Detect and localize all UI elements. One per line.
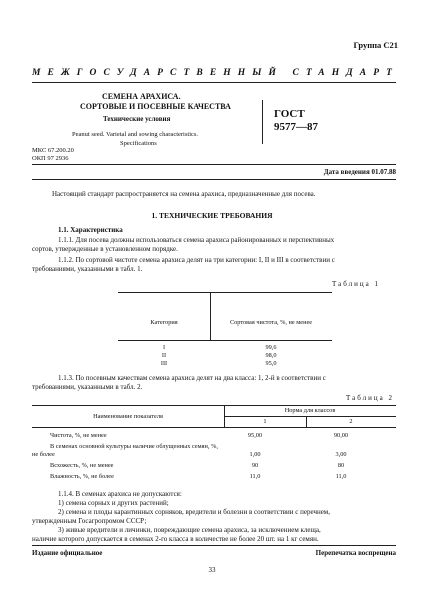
table-2-row-3-name: Всхожесть, %, не менее — [50, 462, 114, 469]
table-cell: 95,0 — [265, 360, 277, 367]
title-rule — [32, 164, 396, 165]
table-2-header-rule — [32, 427, 396, 428]
title-divider — [262, 100, 263, 144]
table-2-row-3-class-1: 90 — [251, 462, 259, 469]
paragraph-1-1-1-line-2: сортов, утвержденные в установленном порядке. — [32, 245, 178, 253]
paragraph-1-1-4-item-3-line-1: 3) живые вредители и личинки, повреждающие семена арахиса, за исключением клеща, — [58, 526, 321, 534]
english-title-line-2: Specifications — [120, 140, 157, 147]
date-rule — [32, 179, 396, 180]
gost-code: 9577—87 — [274, 121, 318, 133]
table-2-label: Таблица 2 — [346, 394, 394, 402]
table-1-header-purity: Сортовая чистота, %, не менее — [229, 319, 313, 326]
paragraph-1-1-4-intro: 1.1.4. В семенах арахиса не допускаются: — [58, 490, 182, 498]
paragraph-1-1-1 — [32, 236, 396, 254]
table-2-row-3-class-2: 80 — [337, 462, 345, 469]
paragraph-1-1-2-line-1: 1.1.2. По сортовой чистоте семена арахиса делят на три категории: I, II и III в соответствии с — [58, 256, 335, 264]
mks-code: МКС 67.200.20 — [32, 147, 74, 154]
banner-rule — [32, 82, 396, 83]
paragraph-1-1-4-item-3-line-2: наличие которого допускается в семенах 2-го класса в количестве не более 20 шт. на 1 кг семян. — [32, 535, 319, 543]
table-2-row-4-class-1: 11,0 — [249, 473, 261, 480]
table-cell: 98,0 — [265, 352, 277, 359]
table-1-values — [210, 344, 332, 368]
classification-codes — [32, 147, 74, 163]
paragraph-1-1-2-line-2: требованиями, указанными в табл. 1. — [32, 265, 143, 273]
table-2-row-1-class-1: 95,00 — [247, 432, 263, 439]
title-line-2: СОРТОВЫЕ И ПОСЕВНЫЕ КАЧЕСТВА — [80, 102, 231, 111]
paragraph-1-1-4 — [32, 490, 396, 544]
table-2-header-class-2: 2 — [349, 418, 353, 425]
table-2-row-2-name-line-2: не более — [32, 451, 55, 458]
table-2-row-1-class-2: 90,00 — [333, 432, 349, 439]
paragraph-1-1-1-line-1: 1.1.1. Для посева должны использоваться семена арахиса районированных и перспективных — [58, 236, 335, 244]
table-2-header-indicator: Наименование показателя — [93, 413, 163, 420]
table-2-sub-rule — [224, 416, 396, 417]
subsection-heading: 1.1. Характеристика — [58, 226, 123, 234]
english-title-line-1: Peanut seed. Varietal and sowing characteristics. — [72, 131, 199, 138]
table-cell: 99,6 — [265, 344, 277, 351]
introduction-date: Дата введения 01.07.88 — [323, 168, 396, 176]
document-subtitle: Технические условия — [103, 115, 171, 123]
table-2-header-norm: Норма для классов — [284, 407, 336, 414]
gost-label: ГОСТ — [274, 108, 305, 120]
table-2-row-4-class-2: 11,0 — [335, 473, 347, 480]
table-2-row-4-name: Влажность, %, не более — [50, 473, 114, 480]
table-1-header-category: Категория — [150, 319, 178, 326]
paragraph-1-1-4-item-1: 1) семена сорных и других растений; — [58, 499, 169, 507]
paragraph-1-1-3-line-1: 1.1.3. По посевным качествам семена арахиса делят на два класса: 1, 2-й в соответствии с — [58, 374, 326, 382]
paragraph-1-1-3 — [32, 374, 396, 392]
table-1-label: Таблица 1 — [332, 280, 380, 288]
table-2-row-1-name: Чистота, %, не менее — [50, 432, 107, 439]
group-label: Группа С21 — [353, 40, 398, 50]
standard-banner: МЕЖГОСУДАРСТВЕННЫЙ СТАНДАРТ — [32, 68, 400, 78]
table-2-row-2-class-2: 3,00 — [335, 451, 347, 458]
table-2-row-2-name-line-1: В семенах основной культуры наличие облущенных семян, %, — [50, 443, 218, 450]
paragraph-1-1-4-item-2-line-2: утвержденным Госагропромом СССР; — [32, 517, 147, 525]
english-title — [72, 130, 198, 148]
page-number: 33 — [208, 566, 216, 574]
paragraph-1-1-2 — [32, 256, 396, 274]
footer-rule — [32, 545, 396, 546]
table-row: II — [161, 352, 167, 359]
table-row: III — [160, 360, 168, 367]
table-1-divider — [210, 292, 211, 340]
footer-official-edition: Издание официальное — [32, 549, 103, 557]
table-2-top-rule — [32, 405, 396, 406]
paragraph-1-1-3-line-2: требованиями, указанными в табл. 2. — [32, 383, 143, 391]
document-title — [80, 92, 231, 112]
section-heading: 1. ТЕХНИЧЕСКИЕ ТРЕБОВАНИЯ — [151, 211, 273, 220]
table-1-header-rule — [118, 340, 332, 341]
table-1-top-rule — [118, 292, 332, 293]
table-2-row-2-name — [32, 443, 218, 459]
title-line-1: СЕМЕНА АРАХИСА. — [102, 92, 181, 101]
table-2-row-2-class-1: 1,00 — [249, 451, 261, 458]
table-2-header-class-1: 1 — [263, 418, 267, 425]
intro-paragraph: Настоящий стандарт распространяется на семена арахиса, предназначенные для посева. — [52, 190, 316, 198]
footer-reprint-notice: Перепечатка воспрещена — [315, 549, 396, 557]
okp-code: ОКП 97 2936 — [32, 155, 69, 162]
gost-number — [274, 108, 318, 134]
table-row: I — [162, 344, 166, 351]
table-1-categories — [118, 344, 210, 368]
paragraph-1-1-4-item-2-line-1: 2) семена и плоды карантинных сорняков, вредители и болезни в соответствии с перечнем, — [58, 508, 330, 516]
